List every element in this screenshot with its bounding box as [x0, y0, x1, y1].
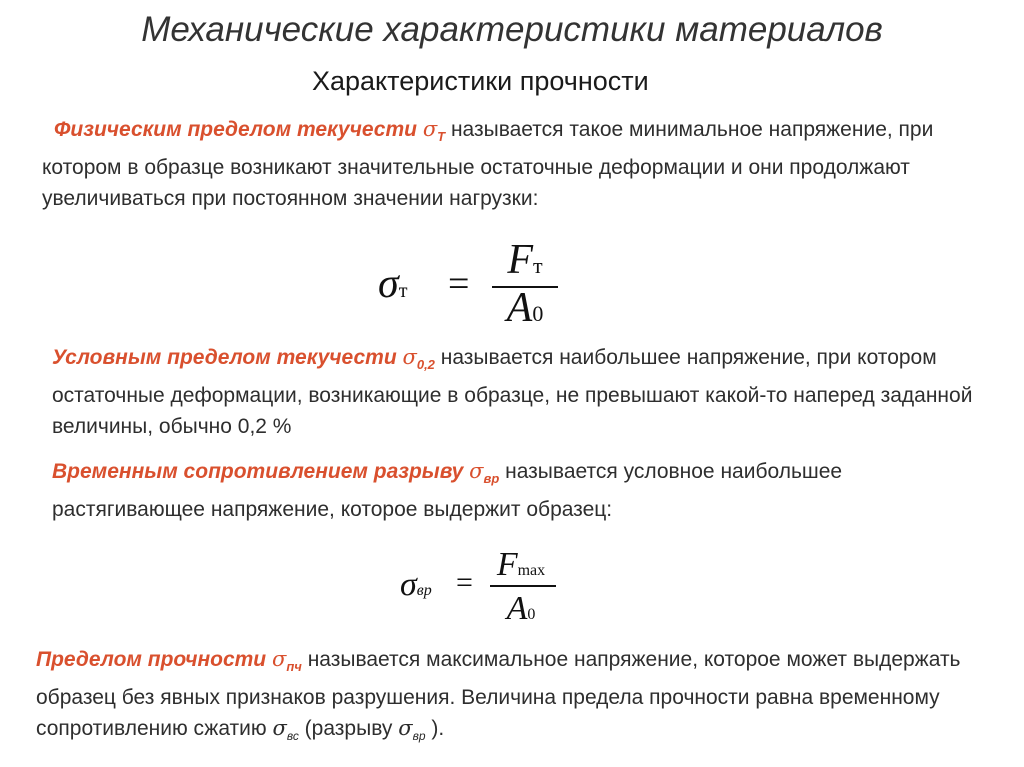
symbol-sigma-t: $\sigma_Т$	[422, 117, 446, 145]
formula-equals: =	[456, 566, 473, 599]
paragraph-ultimate-strength	[36, 644, 1001, 752]
formula-tensile-strength	[400, 544, 570, 634]
paragraph-tensile-strength	[52, 456, 912, 525]
paragraph-text-end: ).	[425, 717, 445, 741]
symbol-sigma-pch: $\sigma_{пч}$	[271, 647, 302, 675]
paragraph-text: называется условное	[499, 460, 715, 483]
formula-lhs: σт	[378, 261, 408, 307]
paragraph-text-cont: наибольшее растягивающее напряжение, которое выдержит образец:	[52, 460, 843, 522]
formula-denominator: A0	[506, 590, 536, 627]
symbol-sigma-vs: $\sigma_{вс}$	[272, 716, 299, 744]
page-subtitle: Характеристики прочности	[312, 66, 649, 96]
paragraph-yield-strength	[42, 114, 962, 214]
formula-numerator: Fт	[507, 237, 543, 283]
paragraph-text: называется такое минимальное	[445, 118, 763, 141]
formula-denominator: A0	[506, 285, 544, 331]
formula-yield-strength	[378, 237, 568, 331]
formula-numerator: Fmax	[496, 546, 546, 583]
symbol-sigma-vr-inline: $\sigma_{вр}$	[398, 716, 426, 744]
term-tensile-strength: Временным сопротивлением разрыву	[52, 460, 464, 483]
paragraph-text: называется наибольшее	[434, 346, 681, 369]
formula-lhs: σвр	[400, 566, 432, 603]
formula-equals: =	[448, 263, 470, 305]
term-proof-stress: Условным пределом текучести	[52, 346, 397, 369]
symbol-sigma-02: $\sigma_{0,2}$	[402, 345, 435, 373]
paragraph-text-mid: (разрыву	[298, 717, 399, 741]
symbol-sigma-vr: $\sigma_{вр}$	[469, 459, 500, 487]
paragraph-proof-stress	[52, 342, 982, 442]
fraction-bar	[490, 585, 556, 587]
term-ultimate-strength: Пределом прочности	[36, 648, 267, 671]
paragraph-text-cont: напряжение, при котором в образце возникают значительные остаточные деформации и они продолжают увеличиваться при постоянном значении нагрузки:	[42, 118, 934, 211]
term-yield-strength: Физическим пределом текучести	[54, 118, 417, 141]
page-title: Механические характеристики материалов	[141, 10, 883, 49]
paragraph-text: называется максимальное напряжение, которое	[301, 648, 781, 671]
paragraph-text-cont: может выдержать образец без явных признаков разрушения. Величина предела прочности равна временному сопротивлению сжатию	[36, 648, 961, 741]
paragraph-text-cont: напряжение, при котором остаточные деформации, возникающие в образце, не превышают какой-то наперед заданной величины, обычно 0,2 %	[52, 346, 973, 439]
